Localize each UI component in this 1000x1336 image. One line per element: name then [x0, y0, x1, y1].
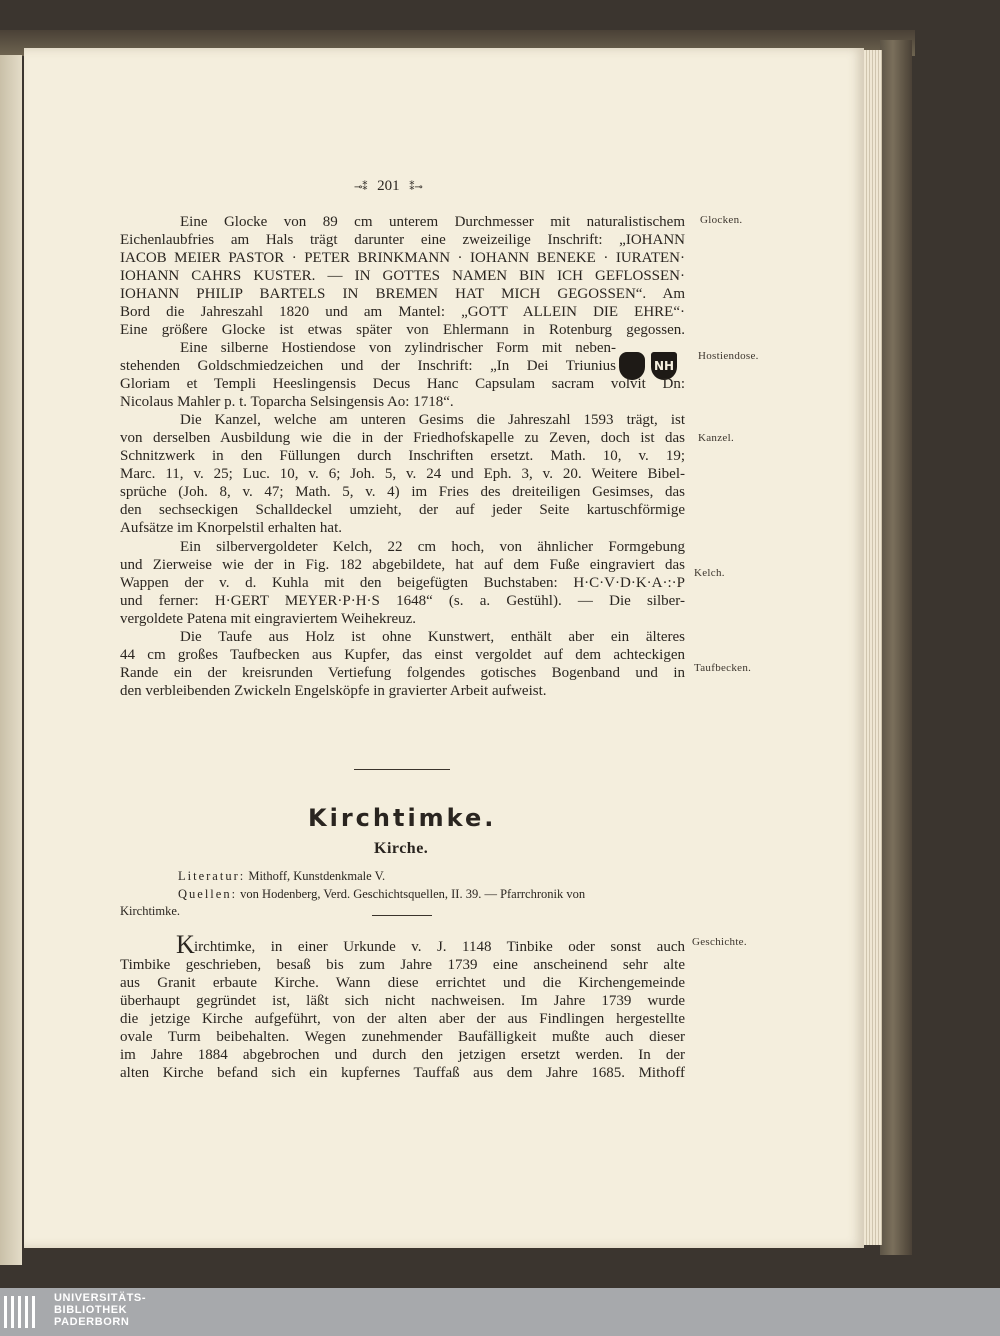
quellen-text: von Hodenberg, Verd. Geschichtsquellen, II. 39. — Pfarrchronik von — [240, 887, 586, 901]
quellen-label: Quellen: — [178, 887, 238, 901]
text-line: vergoldete Patena mit eingraviertem Weihekreuz. — [120, 611, 417, 627]
library-logo-icon — [4, 1296, 46, 1328]
text-line: Eine größere Glocke ist etwas später von Ehlermann in Rotenburg gegossen. — [120, 322, 685, 338]
margin-note-glocken: Glocken. — [700, 214, 743, 226]
text-line: Nicolaus Mahler p. t. Toparcha Selsingensis Ao: 1718“. — [120, 394, 454, 410]
text-line: im Jahre 1884 abgebrochen und durch den jetzigen ersetzt werden. In der — [120, 1047, 685, 1063]
text-line: den sechseckigen Schalldeckel umzieht, der auf jeder Seite kartuschförmige — [120, 502, 685, 518]
text-line: und ferner: H·GERT MEYER·P·H·S 1648“ (s. a. Gestühl). — Die silber- — [120, 593, 685, 609]
literatur-label: Literatur: — [178, 869, 246, 883]
margin-note-hostiendose: Hostiendose. — [698, 350, 759, 362]
library-footer-bar — [0, 1288, 1000, 1336]
library-name — [54, 1292, 146, 1328]
page-number-row — [354, 178, 423, 195]
book-page — [24, 48, 864, 1248]
facing-page-edge — [0, 55, 22, 1265]
text-line: irchtimke, in einer Urkunde v. J. 1148 Tinbike oder sonst auch — [194, 939, 685, 955]
text-line: sprüche (Joh. 8, v. 47; Math. 5, v. 4) im Fries des dreiteiligen Gesimses, das — [120, 484, 685, 500]
literatur-text: Mithoff, Kunstdenkmale V. — [248, 869, 386, 883]
text-line: Aufsätze im Knorpelstil erhalten hat. — [120, 520, 343, 536]
quellen-line — [178, 886, 585, 902]
goldsmith-mark-2-label: NH — [653, 359, 675, 373]
text-line: den verbleibenden Zwickeln Engelsköpfe in gravierter Arbeit aufweist. — [120, 683, 547, 699]
references-divider — [372, 915, 432, 916]
text-line: Eine Glocke von 89 cm unterem Durchmesser mit naturalistischem — [180, 214, 685, 230]
quellen-line-2: Kirchtimke. — [120, 904, 181, 918]
text-line: Bord die Jahreszahl 1820 und am Mantel: „GOTT ALLEIN DIE EHRE“· — [120, 304, 685, 320]
text-line: Schnitzwerk in den Füllungen durch Inschriften ersetzt. Math. 10, v. 19; — [120, 448, 685, 464]
text-line: IOHANN CAHRS KUSTER. — IN GOTTES NAMEN BIN ICH GEFLOSSEN· — [120, 268, 685, 284]
page-number: 201 — [377, 178, 400, 194]
page-number-ornament-right: ⁑⊸ — [409, 182, 423, 193]
text-line: ovale Turm beibehalten. Wegen zunehmender Baufälligkeit mußte auch dieser — [120, 1029, 685, 1045]
history-initial: K — [176, 930, 195, 959]
section-divider — [354, 769, 450, 770]
text-line: Eine silberne Hostiendose von zylindrischer Form mit neben- — [180, 340, 616, 356]
section-subtitle: Kirche. — [374, 840, 429, 857]
text-line: die jetzige Kirche aufgeführt, von der alten aber der aus Findlingen hergestellte — [120, 1011, 685, 1027]
margin-note-kelch: Kelch. — [694, 567, 725, 579]
text-line: IOHANN PHILIP BARTELS IN BREMEN HAT MICH GEGOSSEN“. Am — [120, 286, 685, 302]
library-name-line3: PADERBORN — [54, 1316, 130, 1328]
text-line: Wappen der v. d. Kuhla mit den beigefügten Buchstaben: H·C·V·D·K·A·:·P — [120, 575, 685, 591]
text-line: Die Kanzel, welche am unteren Gesims die Jahreszahl 1593 trägt, ist — [180, 412, 685, 428]
text-line: aus Granit erbaute Kirche. Wann diese errichtet und die Kirchengemeinde — [120, 975, 685, 991]
text-line: 44 cm großes Taufbecken aus Kupfer, das einst vergoldet auf dem achteckigen — [120, 647, 685, 663]
text-line: IACOB MEIER PASTOR · PETER BRINKMANN · IOHANN BENEKE · IURATEN· — [120, 250, 685, 266]
text-line: Rande ein der kreisrunden Vertiefung folgendes gotisches Bogenband und in — [120, 665, 685, 681]
book-cover-right — [880, 40, 912, 1255]
text-line: Die Taufe aus Holz ist ohne Kunstwert, enthält aber ein älteres — [180, 629, 685, 645]
text-line: Marc. 11, v. 25; Luc. 10, v. 6; Joh. 5, v. 24 und Eph. 3, v. 20. Weitere Bibel- — [120, 466, 685, 482]
page-number-ornament-left: ⊸⁑ — [354, 182, 368, 193]
text-line: Timbike geschrieben, besaß bis zum Jahre 1739 eine anscheinend sehr alte — [120, 957, 685, 973]
text-line: Eichenlaubfries am Hals trägt darunter eine zweizeilige Inschrift: „IOHANN — [120, 232, 685, 248]
section-title: Kirchtimke. — [308, 804, 497, 832]
text-line: überhaupt gegründet ist, läßt sich nicht nachweisen. Im Jahre 1739 wurde — [120, 993, 685, 1009]
margin-note-geschichte: Geschichte. — [692, 936, 747, 948]
margin-note-taufbecken: Taufbecken. — [694, 662, 752, 674]
text-line: und Zierweise wie der in Fig. 182 abgebildete, hat auf dem Fuße eingraviert das — [120, 557, 685, 573]
margin-note-kanzel: Kanzel. — [698, 432, 734, 444]
library-name-line2: BIBLIOTHEK — [54, 1304, 128, 1316]
text-line: alten Kirche befand sich ein kupfernes Tauffaß aus dem Jahre 1685. Mithoff — [120, 1065, 685, 1081]
text-line: stehenden Goldschmiedzeichen und der Inschrift: „In Dei Triunius — [120, 358, 616, 374]
text-line: von derselben Ausbildung wie die in der Friedhofskapelle zu Zeven, doch ist das — [120, 430, 685, 446]
text-line: Gloriam et Templi Heeslingensis Decus Hanc Capsulam sacram volvit Dn: — [120, 376, 685, 392]
literatur-line — [178, 868, 385, 884]
library-name-line1: UNIVERSITÄTS- — [54, 1292, 147, 1304]
text-line: Ein silbervergoldeter Kelch, 22 cm hoch, von ähnlicher Formgebung — [180, 539, 685, 555]
